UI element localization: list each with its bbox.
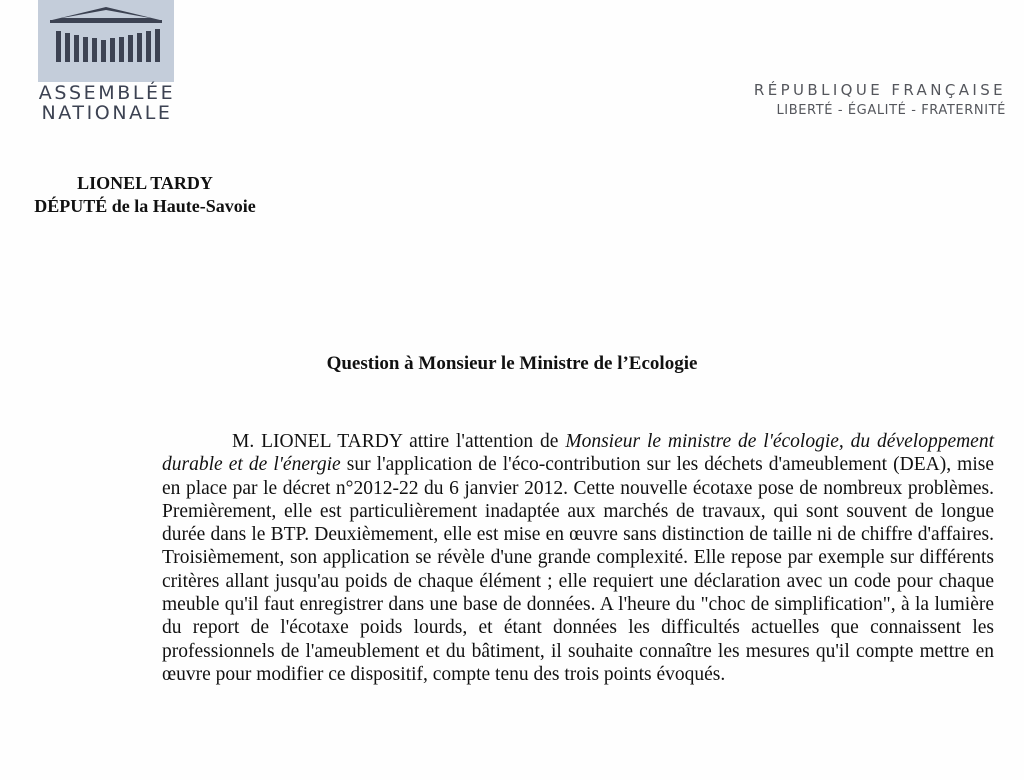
author-name: LIONEL TARDY <box>77 173 213 193</box>
assemblee-nationale-emblem <box>38 0 174 82</box>
republique-francaise-header <box>754 79 1006 121</box>
body-text: sur l'application de l'éco-contribution sur les déchets d'ameublement (DEA), mise en place par le décret n°2012-22 du 6 janvier 2012. Cette nouvelle écotaxe pose de nombreux problèmes. Premièrement, elle est particulièrement inadaptée aux marchés de travaux, qui sont souvent de longue durée dans le BTP. Deuxièmement, elle est mise en œuvre sans distinction de taille ni de chiffre d'affaires. Troisièmement, son application se révèle d'une grande complexité. Elle repose par exemple sur différents critères allant jusqu'au poids de chaque élément ; elle requiert une déclaration avec un code pour chaque meuble qu'il faut enregistrer dans une base de données. A l'heure du "choc de simplification", à la lumière du report de l'écotaxe poids lourds, et étant données les difficultés actuelles que connaissent les professionnels de l'ameublement et du bâtiment, il souhaite connaître les mesures qu'il compte mettre en œuvre pour modifier ce dispositif, compte tenu des trois points évoqués. <box>162 454 994 685</box>
body-minister: Monsieur le ministre de l'écologie, du développement durable et de l'énergie <box>162 431 995 476</box>
republic-motto: LIBERTÉ - ÉGALITÉ - FRATERNITÉ <box>776 103 1006 118</box>
logo-line-nationale: NATIONALE <box>41 102 173 124</box>
hemicycle-building-icon <box>38 0 174 82</box>
author-title: DÉPUTÉ de la Haute-Savoie <box>34 196 256 216</box>
body-deputy-name: M. LIONEL TARDY <box>232 431 403 452</box>
author-block <box>12 172 278 218</box>
logo-wordmark <box>34 83 180 123</box>
question-title: Question à Monsieur le Ministre de l’Ecologie <box>326 353 698 374</box>
body-intro: attire l'attention de <box>402 431 566 452</box>
logo-line-assemblee: ASSEMBLÉE <box>38 82 176 104</box>
republic-name: RÉPUBLIQUE FRANÇAISE <box>753 81 1006 99</box>
question-body <box>162 430 994 686</box>
